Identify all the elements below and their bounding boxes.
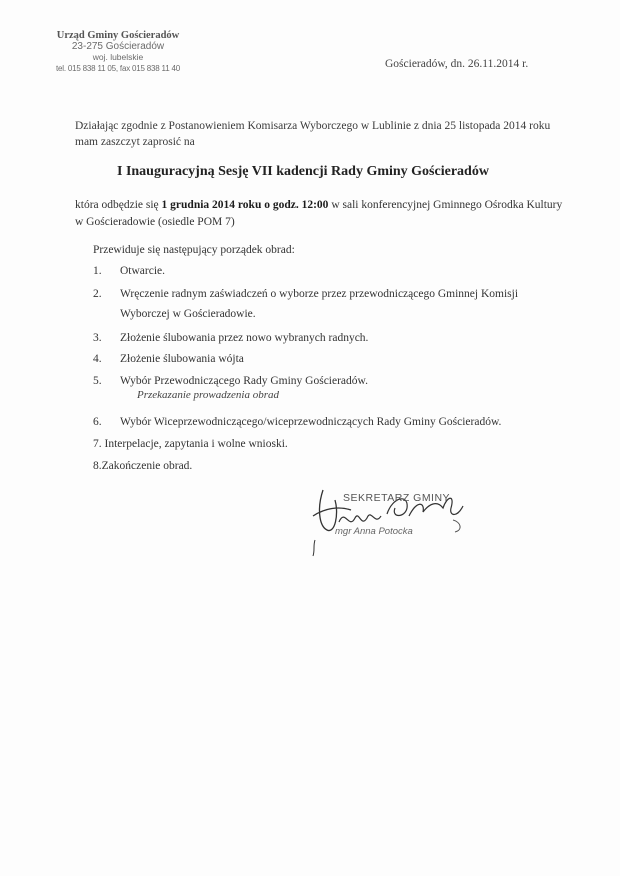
agenda-item-number: 5.: [93, 375, 102, 387]
intro-paragraph: Działając zgodnie z Postanowieniem Komisarza Wyborczego w Lublinie z dnia 25 listopada 2014 roku mam zaszczyt zaprosić na: [75, 120, 551, 148]
agenda-item-number: 3.: [93, 332, 102, 344]
agenda-item-text: Wybór Wiceprzewodniczącego/wiceprzewodniczących Rady Gminy Gościeradów.: [120, 416, 502, 428]
session-title: I Inauguracyjną Sesję VII kadencji Rady Gminy Gościeradów: [117, 164, 489, 179]
agenda-subitem-handover: Przekazanie prowadzenia obrad: [137, 389, 279, 401]
agenda-item-2-continued: [120, 304, 256, 325]
agenda-item-6: [93, 412, 501, 433]
handwritten-signature-icon: [305, 478, 475, 558]
signature-name: mgr Anna Potocka: [335, 526, 413, 537]
signature-block: [305, 478, 475, 558]
agenda-item-text: Złożenie ślubowania wójta: [120, 353, 244, 365]
session-details: [75, 197, 565, 231]
agenda-item-4: [93, 349, 244, 370]
agenda-item-number: 4.: [93, 353, 102, 365]
agenda-item-7: [93, 434, 288, 455]
agenda-item-number: 2.: [93, 288, 102, 300]
agenda-item-3: [93, 328, 368, 349]
signature-role: SEKRETARZ GMINY: [343, 492, 451, 504]
place-and-date: Gościeradów, dn. 26.11.2014 r.: [385, 58, 529, 70]
agenda-item-2: [93, 284, 518, 305]
agenda-item-1: [93, 261, 165, 282]
agenda-item-number: 6.: [93, 416, 102, 428]
stamp-phone-fax: tel. 015 838 11 05, fax 015 838 11 40: [56, 64, 180, 73]
agenda-item-text: Wyborczej w Gościeradowie.: [120, 308, 256, 320]
agenda-item-text: 7. Interpelacje, zapytania i wolne wnioski.: [93, 438, 288, 450]
stamp-office-name: Urząd Gminy Gościeradów: [56, 30, 180, 41]
stamp-postal-address: 23-275 Gościeradów: [71, 41, 165, 52]
agenda-item-text: 8.Zakończenie obrad.: [93, 460, 193, 472]
agenda-heading: Przewiduje się następujący porządek obrad:: [93, 244, 295, 256]
agenda-item-text: Otwarcie.: [120, 265, 166, 277]
agenda-item-text: Złożenie ślubowania przez nowo wybranych radnych.: [120, 332, 369, 344]
agenda-item-text: Wręczenie radnym zaświadczeń o wyborze przez przewodniczącego Gminnej Komisji: [120, 288, 519, 300]
agenda-item-number: 1.: [93, 265, 102, 277]
agenda-item-8: [93, 456, 192, 477]
stamp-voivodeship: woj. lubelskie: [92, 52, 144, 62]
session-location: w sali konferencyjnej Gminnego Ośrodka Kultury w Gościeradowie (osiedle POM 7): [75, 199, 563, 228]
session-date-time: 1 grudnia 2014 roku o godz. 12:00: [161, 199, 329, 211]
agenda-item-text: Wybór Przewodniczącego Rady Gminy Gościeradów.: [120, 375, 368, 387]
office-stamp: [18, 30, 218, 74]
session-prefix: która odbędzie się: [75, 199, 162, 211]
